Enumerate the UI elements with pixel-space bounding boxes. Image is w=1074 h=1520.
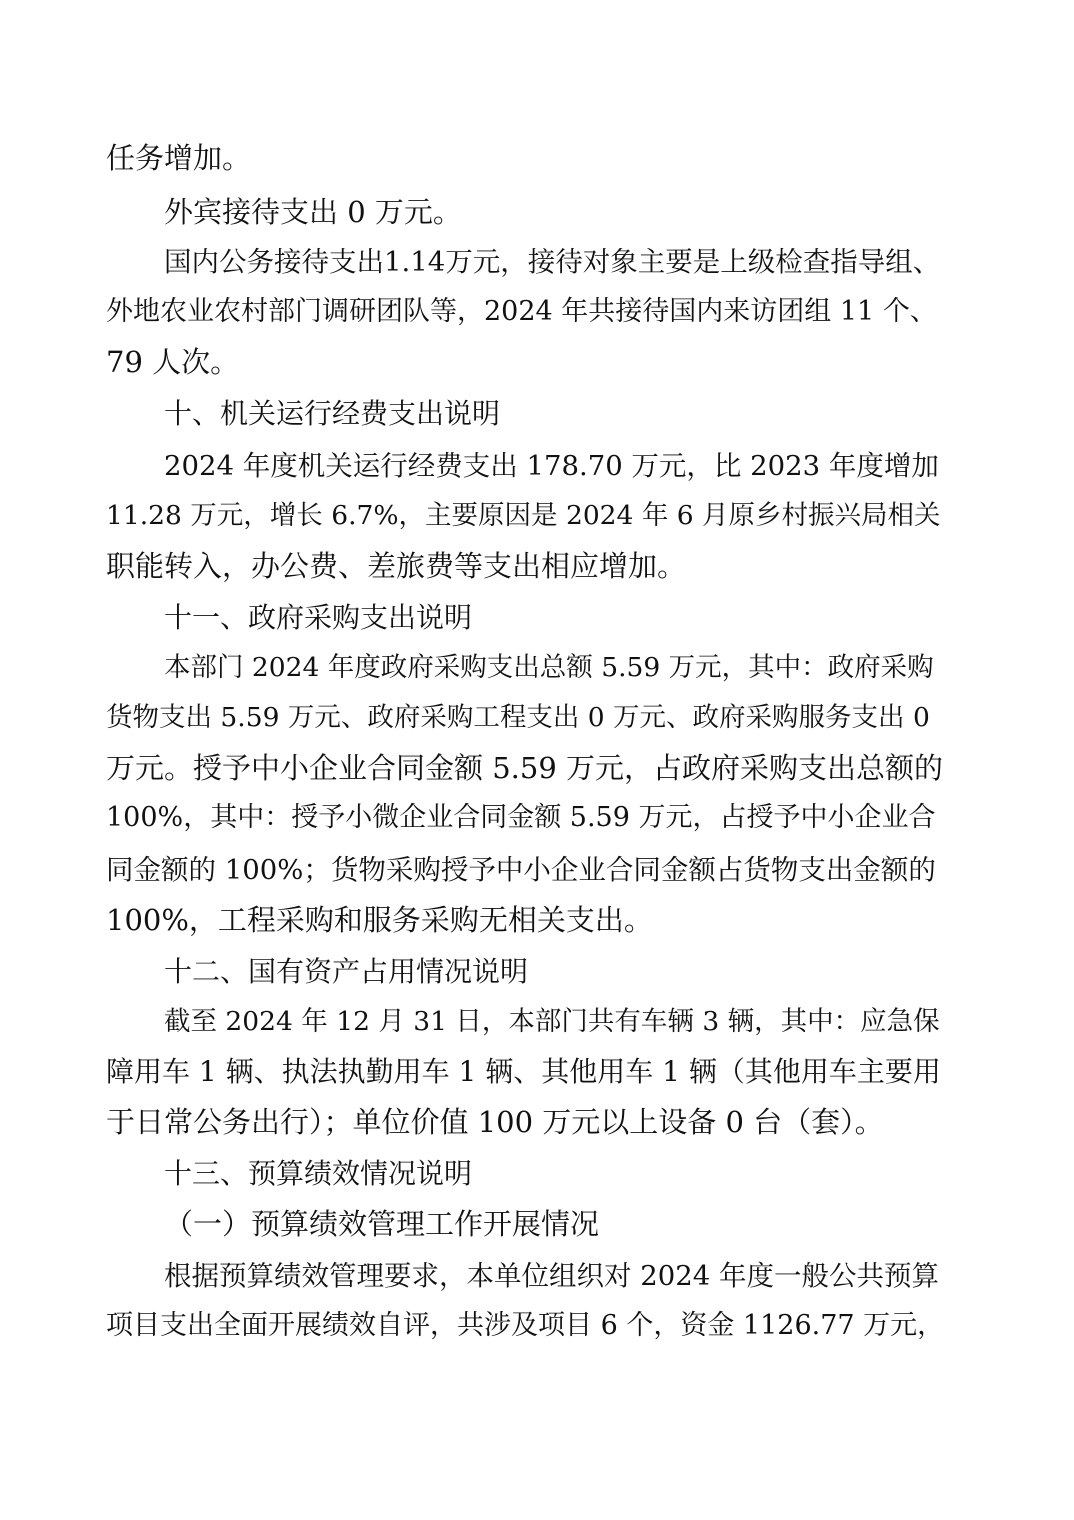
paragraph-line: 2024 年度机关运行经费支出 178.70 万元，比 2023 年度增加 [164,450,939,482]
section-heading: 十三、预算绩效情况说明 [164,1157,473,1190]
paragraph-line: 根据预算绩效管理要求，本单位组织对 2024 年度一般公共预算 [164,1260,939,1292]
paragraph-line: 11.28 万元，增长 6.7%，主要原因是 2024 年 6 月原乡村振兴局相关 [106,500,941,531]
paragraph-line: 100%，工程采购和服务采购无相关支出。 [106,903,653,937]
paragraph-line: 外宾接待支出 0 万元。 [164,195,462,229]
paragraph-line: 货物支出 5.59 万元、政府采购工程支出 0 万元、政府采购服务支出 0 [106,702,930,733]
paragraph-line: 任务增加。 [106,141,252,175]
subsection-heading: （一）预算绩效管理工作开展情况 [164,1207,600,1241]
paragraph-line: 截至 2024 年 12 月 31 日，本部门共有车辆 3 辆，其中：应急保 [164,1006,940,1037]
paragraph-line: 万元。授予中小企业合同金额 5.59 万元，占政府采购支出总额的 [106,751,944,785]
paragraph-line: 于日常公务出行）；单位价值 100 万元以上设备 0 台（套）。 [106,1105,884,1139]
paragraph-line: 职能转入，办公费、差旅费等支出相应增加。 [106,549,687,583]
paragraph-line: 同金额的 100%；货物采购授予中小企业合同金额占货物支出金额的 [106,854,936,886]
paragraph-line: 障用车 1 辆、执法执勤用车 1 辆、其他用车 1 辆（其他用车主要用 [106,1055,941,1088]
paragraph-line: 项目支出全面开展绩效自评，共涉及项目 6 个，资金 1126.77 万元， [106,1310,945,1341]
paragraph-line: 100%，其中：授予小微企业合同金额 5.59 万元，占授予中小企业合 [106,802,936,833]
section-heading: 十、机关运行经费支出说明 [164,397,501,430]
section-heading: 十二、国有资产占用情况说明 [164,955,529,988]
paragraph-line: 国内公务接待支出1.14万元，接待对象主要是上级检查指导组、 [164,246,941,278]
paragraph-line: 79 人次。 [106,345,240,379]
paragraph-line: 本部门 2024 年度政府采购支出总额 5.59 万元，其中：政府采购 [164,652,934,683]
paragraph-line: 外地农业农村部门调研团队等，2024 年共接待国内来访团组 11 个、 [106,296,937,327]
section-heading: 十一、政府采购支出说明 [164,601,473,634]
